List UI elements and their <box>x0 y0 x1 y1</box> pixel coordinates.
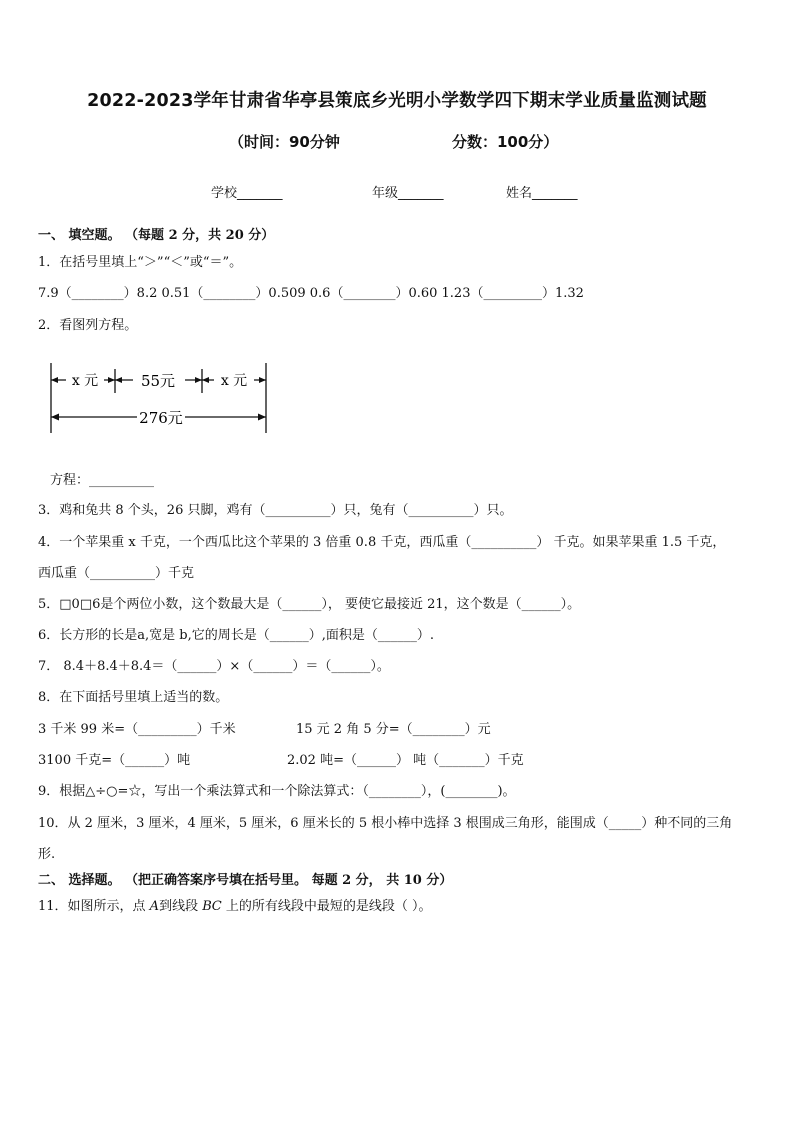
question-8: 8．在下面括号里填上适当的数。 <box>38 690 229 705</box>
question-10-line-1: 10．从 2 厘米，3 厘米，4 厘米，5 厘米，6 厘米长的 5 根小棒中选择 3 根围成三角形，能围成（_____）种不同的三角 <box>38 816 733 831</box>
question-8-d: 2.02 吨=（______） 吨（_______）千克 <box>287 753 524 768</box>
grade-field: 年级_______ <box>372 186 444 201</box>
question-8-a: 3 千米 99 米=（_________）千米 <box>38 722 236 737</box>
question-4-line-2: 西瓜重（__________）千克 <box>38 566 195 581</box>
question-1: 1．在括号里填上“＞”“＜”或“＝”。 <box>38 255 243 270</box>
section-2-heading: 二、 选择题。 （把正确答案序号填在括号里。 每题 2 分， 共 10 分） <box>38 873 453 888</box>
segment-x-left-label: x 元 <box>71 373 99 389</box>
question-8-c: 3100 千克=（______）吨 <box>38 753 191 768</box>
question-4-line-1: 4．一个苹果重 x 千克，一个西瓜比这个苹果的 3 倍重 0.8 千克，西瓜重（__________） 千克。如果苹果重 1.5 千克， <box>38 535 726 550</box>
name-field: 姓名_______ <box>506 186 578 201</box>
section-1-heading: 一、 填空题。 （每题 2 分，共 20 分） <box>38 228 275 243</box>
segment-55-label: 55元 <box>140 372 176 390</box>
exam-score: 分数：100分） <box>452 133 559 151</box>
segment-total-label: 276元 <box>139 409 183 427</box>
question-3: 3．鸡和兔共 8 个头，26 只脚，鸡有（__________）只，兔有（__________）只。 <box>38 503 513 518</box>
segment-x-right-label: x 元 <box>220 373 248 389</box>
question-2-equation: 方程：__________ <box>50 473 155 488</box>
question-5: 5．□0□6是个两位小数，这个数最大是（______）， 要使它最接近 21，这个数是（______）。 <box>38 597 581 612</box>
question-8-b: 15 元 2 角 5 分=（________）元 <box>296 722 491 737</box>
segment-diagram <box>40 355 280 439</box>
question-9: 9．根据△÷○=☆，写出一个乘法算式和一个除法算式：（________），(________)。 <box>38 784 516 799</box>
page-title: 2022-2023学年甘肃省华亭县策底乡光明小学数学四下期末学业质量监测试题 <box>87 91 707 111</box>
question-2: 2．看图列方程。 <box>38 318 138 333</box>
school-field: 学校_______ <box>211 186 283 201</box>
question-1-items: 7.9（________）8.2 0.51（________）0.509 0.6（________）0.60 1.23（_________）1.32 <box>38 286 584 301</box>
question-6: 6．长方形的长是a,宽是 b,它的周长是（______）,面积是（______）. <box>38 628 435 643</box>
exam-time: （时间：90分钟 <box>229 133 340 151</box>
question-10-line-2: 形. <box>38 847 56 862</box>
question-11: 11．如图所示，点 𝐴到线段 𝐵𝐶 上的所有线段中最短的是线段（ ）。 <box>38 899 432 914</box>
question-7: 7． 8.4＋8.4＋8.4＝（______）×（______）＝（______）。 <box>38 659 390 674</box>
